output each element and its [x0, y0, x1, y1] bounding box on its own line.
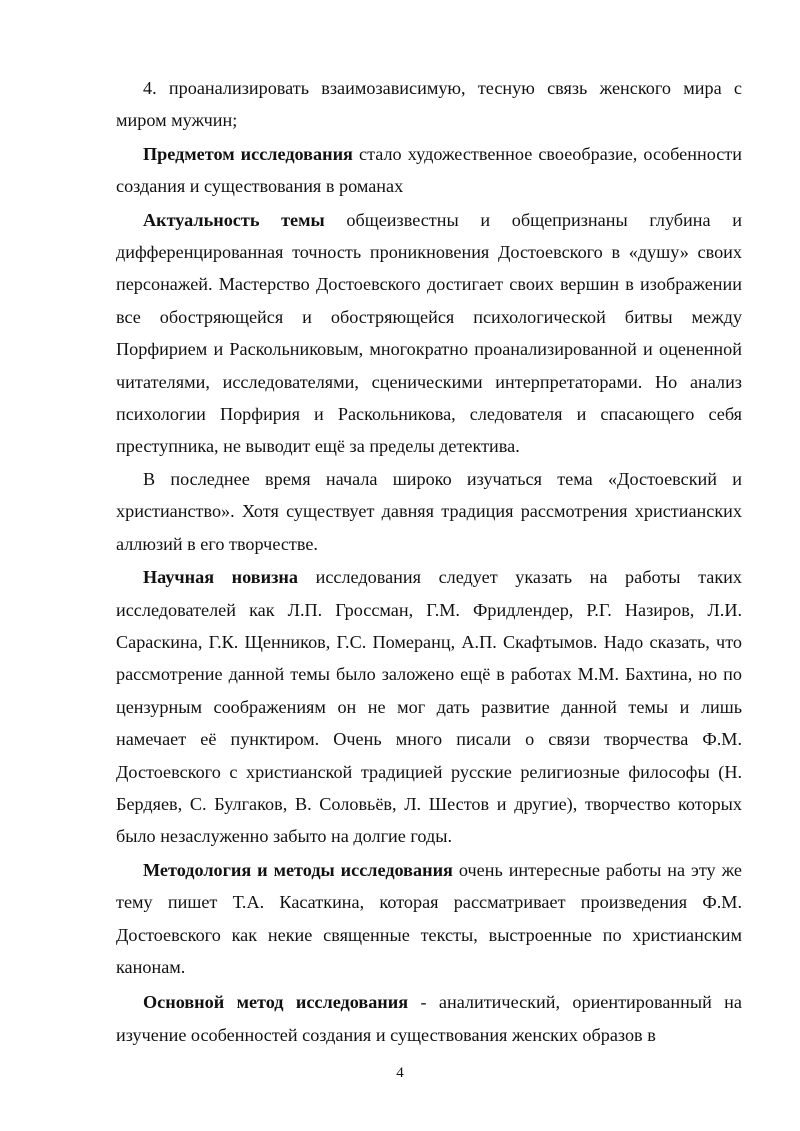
paragraph-task-4 [116, 72, 742, 137]
document-body [116, 72, 742, 1051]
paragraph-text: - аналитический, ориентированный на изучение особенностей создания и существования женских образов в [116, 992, 742, 1045]
paragraph-heading-subject: Предметом исследования [143, 143, 353, 164]
page-number: 4 [396, 1065, 404, 1081]
paragraph-novelty [116, 561, 742, 853]
paragraph-christianity [116, 463, 742, 560]
paragraph-text: стало художественное своеобразие, особенности создания и существования в романах [116, 143, 742, 197]
paragraph-heading-novelty: Научная новизна [143, 567, 298, 588]
paragraph-text: общеизвестны и общепризнаны глубина и дифференцированная точность проникновения Достоевского в «душу» своих персонажей. Мастерство Достоевского достигает своих вершин в изображении все обостряющейся и обостряющейся психологической битвы между Порфирием и Раскольниковым, многократно проанализированной и оцененной читателями, исследователями, сценическими интерпретаторами. Но анализ психологии Порфирия и Раскольникова, следователя и спасающего себя преступника, не выводит ещё за пределы детектива. [116, 209, 742, 457]
paragraph-methodology [116, 854, 742, 984]
paragraph-text: исследования следует указать на работы таких исследователей как Л.П. Гроссман, Г.М. Фридлендер, Р.Г. Назиров, Л.И. Сараскина, Г.К. Щенников, Г.С. Померанц, А.П. Скафтымов. Надо сказать, что рассмотрение данной темы было заложено ещё в работах М.М. Бахтина, но по цензурным соображениям он не мог дать развитие данной темы и лишь намечает её пунктиром. Очень много писали о связи творчества Ф.М. Достоевского с христианской традицией русские религиозные философы (Н. Бердяев, С. Булгаков, В. Соловьёв, Л. Шестов и другие), творчество которых было незаслуженно забыто на долгие годы. [116, 567, 742, 847]
paragraph-text: очень интересные работы на эту же тему пишет Т.А. Касаткина, которая рассматривает произведения Ф.М. Достоевского как некие священные тексты, выстроенные по христианским канонам. [116, 859, 743, 977]
paragraph-text: В последнее время начала широко изучаться тема «Достоевский и христианство». Хотя существует давняя традиция рассмотрения христианских аллюзий в его творчестве. [116, 468, 742, 554]
paragraph-text: 4. проанализировать взаимозависимую, тесную связь женского мира с миром мужчин; [116, 78, 742, 131]
paragraph-subject [116, 138, 742, 203]
paragraph-heading-main-method: Основной метод исследования [143, 992, 409, 1013]
paragraph-relevance [116, 204, 742, 463]
paragraph-heading-methodology: Методология и методы исследования [143, 859, 453, 880]
paragraph-heading-relevance: Актуальность темы [143, 209, 325, 230]
paragraph-main-method [116, 986, 742, 1051]
